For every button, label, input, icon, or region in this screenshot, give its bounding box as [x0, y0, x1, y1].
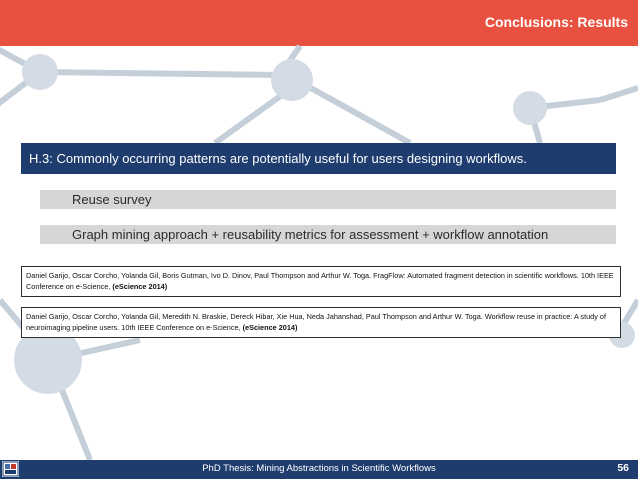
- reference-venue: (eScience 2014): [112, 282, 168, 291]
- result-item-graph-mining: Graph mining approach + reusability metrics for assessment + workflow annotation: [40, 225, 616, 244]
- result-item-reuse-survey: Reuse survey: [40, 190, 616, 209]
- reference-text: Daniel Garijo, Oscar Corcho, Yolanda Gil, Boris Gutman, Ivo D. Dinov, Paul Thompson and Arthur W. Toga. FragFlow: Automated fragment detection in scientific workflows. 10th IEEE Conference on e-Science,: [26, 271, 614, 291]
- reference-citation: [21, 307, 621, 338]
- reference-text: Daniel Garijo, Oscar Corcho, Yolanda Gil, Meredith N. Braskie, Dereck Hibar, Xie Hua, Neda Jahanshad, Paul Thompson and Arthur W. Toga. Workflow reuse in practice: A study of neuroimaging pipeline users. 10th IEEE Conference on e-Science,: [26, 312, 606, 332]
- reference-citation: [21, 266, 621, 297]
- slide-title: Conclusions: Results: [484, 14, 628, 30]
- footer-title: PhD Thesis: Mining Abstractions in Scientific Workflows: [202, 463, 436, 474]
- reference-venue: (eScience 2014): [242, 323, 298, 332]
- page-number: 56: [617, 462, 629, 474]
- hypothesis-banner: H.3: Commonly occurring patterns are potentially useful for users designing workflows.: [21, 143, 616, 174]
